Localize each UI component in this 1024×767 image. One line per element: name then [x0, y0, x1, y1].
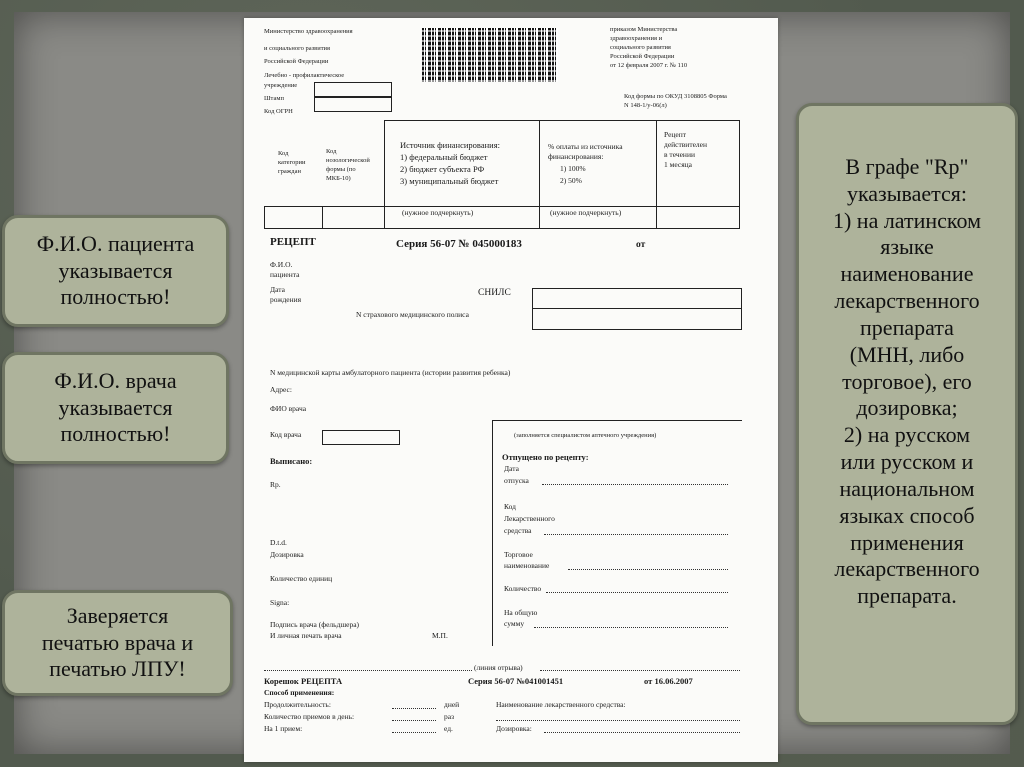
recipe-date-label: от — [636, 240, 646, 250]
policy-box — [532, 308, 742, 330]
medical-card-label: N медицинской карты амбулаторного пациента (истории развития ребенка) — [270, 368, 511, 377]
pharmacy-border — [492, 420, 493, 646]
rp-label: Rp. — [270, 480, 281, 489]
per-dose-line — [392, 732, 436, 733]
callout-line: или русском и — [840, 449, 974, 475]
duration-line — [392, 708, 436, 709]
callout-line: Заверяется — [66, 602, 169, 628]
release-date-line — [542, 484, 728, 485]
trade-name-line — [568, 569, 728, 570]
release-date-label: отпуска — [504, 476, 529, 485]
drug-code-label: Лекарственного — [504, 514, 555, 523]
prescribed-label: Выписано: — [270, 456, 313, 466]
table-line — [322, 206, 323, 228]
callout-line: Ф.И.О. врача — [54, 367, 177, 393]
callout-line: указывается — [58, 394, 173, 420]
tear-line — [540, 670, 740, 671]
total-label: На общую — [504, 608, 538, 617]
ministry-line: Министерство здравоохранения — [264, 28, 353, 35]
okud-line: Код формы по ОКУД 3108805 Форма — [624, 93, 727, 100]
category-code-label: Код — [278, 150, 289, 157]
doctor-code-box — [322, 430, 400, 445]
usage-label: Способ применения: — [264, 688, 335, 697]
stamp-label: Штамп — [264, 95, 284, 102]
order-line: Российской Федерации — [610, 53, 675, 60]
validity-line: 1 месяца — [664, 160, 693, 169]
callout-doctor-fio — [2, 352, 229, 464]
financing-source-line: 3) муниципальный бюджет — [400, 176, 499, 186]
signa-label: Signa: — [270, 598, 290, 607]
ogrn-label: Код ОГРН — [264, 108, 293, 115]
drug-code-label: средства — [504, 526, 532, 535]
callout-rp-instructions — [796, 103, 1018, 725]
underline-note: (нужное подчеркнуть) — [402, 208, 474, 217]
financing-source-line: Источник финансирования: — [400, 140, 500, 150]
callout-line: национальном — [839, 475, 975, 501]
drug-code-label: Код — [504, 502, 516, 511]
order-line: приказом Министерства — [610, 26, 678, 33]
table-line — [264, 206, 740, 207]
validity-line: Рецепт — [664, 130, 687, 139]
underline-note: (нужное подчеркнуть) — [550, 208, 622, 217]
recipe-title: РЕЦЕПТ — [270, 236, 316, 248]
okud-line: N 148-1/у-06(л) — [624, 102, 667, 109]
days-label: дней — [444, 700, 460, 709]
ministry-line: и социального развития — [264, 45, 331, 52]
validity-line: в течении — [664, 150, 695, 159]
recipe-series: Серия 56-07 № 045000183 — [396, 238, 522, 250]
barcode-image — [422, 28, 558, 82]
nosology-label: нозологической — [326, 157, 370, 164]
stub-title: Корешок РЕЦЕПТА — [264, 676, 343, 686]
callout-line: языке — [880, 234, 934, 260]
callout-line: препарата. — [857, 583, 957, 609]
callout-line: лекарственного — [834, 288, 980, 314]
callout-line: полностью! — [60, 284, 171, 310]
table-line — [739, 120, 740, 228]
callout-line: Ф.И.О. пациента — [36, 230, 195, 256]
doses-line — [392, 720, 436, 721]
personal-stamp-label: И личная печать врача — [270, 631, 342, 640]
doctor-fio-label: ФИО врача — [270, 404, 307, 413]
callout-line: указывается: — [846, 180, 968, 206]
pharmacy-border — [492, 420, 742, 421]
total-label: сумму — [504, 619, 525, 628]
stub-date: от 16.06.2007 — [644, 676, 693, 686]
category-code-label: категории — [278, 159, 306, 166]
unit-label: ед. — [444, 724, 453, 733]
table-line — [384, 120, 740, 121]
nosology-label: Код — [326, 148, 337, 155]
callout-patient-fio — [2, 215, 229, 327]
nosology-label: формы (по — [326, 166, 356, 173]
callout-line: печатью ЛПУ! — [49, 656, 186, 682]
payment-percent-line: финансирования: — [548, 152, 604, 161]
table-line — [384, 120, 385, 228]
quantity-line — [546, 592, 728, 593]
ministry-line: Лечебно - профилактическое — [264, 72, 345, 79]
dispensed-label: Отпущено по рецепту: — [502, 452, 589, 462]
policy-label: N страхового медицинского полиса — [356, 310, 469, 319]
address-label: Адрес: — [270, 385, 292, 394]
birth-date-label: Дата — [270, 285, 285, 294]
callout-line: препарата — [860, 314, 954, 340]
order-line: социального развития — [610, 44, 671, 51]
dtd-label: D.t.d. — [270, 538, 287, 547]
payment-percent-line: % оплаты из источника — [548, 142, 623, 151]
patient-fio-label: пациента — [270, 270, 300, 279]
ministry-line: учреждение — [264, 82, 298, 89]
quantity-label: Количество — [504, 584, 542, 593]
validity-line: действителен — [664, 140, 708, 149]
callout-line: (МНН, либо — [849, 341, 965, 367]
order-line: здравоохранения и — [610, 35, 663, 42]
birth-date-label: рождения — [270, 295, 302, 304]
table-line — [656, 120, 657, 228]
units-label: Количество единиц — [270, 574, 333, 583]
per-dose-label: На 1 прием: — [264, 724, 303, 733]
prescription-form — [244, 18, 778, 762]
trade-name-label: наименование — [504, 561, 550, 570]
drug-name-label: Наименование лекарственного средства: — [496, 700, 626, 709]
callout-line: В графе "Rp" — [845, 154, 969, 179]
release-date-label: Дата — [504, 464, 519, 473]
callout-line: 2) на русском — [843, 422, 971, 448]
doses-label: Количество приемов в день: — [264, 712, 355, 721]
financing-source-line: 2) бюджет субъекта РФ — [400, 164, 485, 174]
trade-name-label: Торговое — [504, 550, 533, 559]
financing-source-line: 1) федеральный бюджет — [400, 152, 488, 162]
callout-line: полностью! — [60, 421, 171, 447]
category-code-label: граждан — [278, 168, 301, 175]
stub-dosage-line — [544, 732, 740, 733]
table-line — [539, 120, 540, 228]
patient-fio-label: Ф.И.О. — [270, 260, 293, 269]
signature-label: Подпись врача (фельдшера) — [270, 620, 360, 629]
stub-series: Серия 56-07 №041001451 — [468, 676, 564, 686]
drug-code-line — [544, 534, 728, 535]
callout-line: языках способ — [839, 502, 975, 528]
callout-stamp — [2, 590, 233, 696]
stub-dosage-label: Дозировка: — [496, 724, 532, 733]
times-label: раз — [444, 712, 455, 721]
table-line — [264, 228, 740, 229]
callout-line: лекарственного — [834, 556, 980, 582]
mp-label: М.П. — [432, 631, 448, 640]
duration-label: Продолжительность: — [264, 700, 331, 709]
nosology-label: МКБ-10) — [326, 175, 351, 182]
callout-line: применения — [850, 529, 964, 555]
callout-line: указывается — [58, 257, 173, 283]
snils-label: СНИЛС — [478, 288, 511, 298]
stamp-box — [314, 97, 392, 112]
tear-line — [264, 670, 472, 671]
tear-line-label: (линия отрыва) — [474, 663, 523, 672]
callout-line: торговое), его — [842, 368, 972, 394]
dosage-label: Дозировка — [270, 550, 304, 559]
callout-line: 1) на латинском — [832, 207, 982, 233]
payment-percent-line: 1) 100% — [560, 164, 586, 173]
snils-box — [532, 288, 742, 309]
doctor-code-label: Код врача — [270, 430, 302, 439]
drug-name-line — [496, 720, 740, 721]
callout-line: дозировка; — [856, 395, 958, 421]
order-line: от 12 февраля 2007 г. № 110 — [610, 62, 688, 69]
table-line — [264, 206, 265, 228]
callout-line: наименование — [840, 261, 974, 287]
total-line — [534, 627, 728, 628]
institution-box — [314, 82, 392, 97]
callout-line: печатью врача и — [41, 629, 194, 655]
payment-percent-line: 2) 50% — [560, 176, 582, 185]
pharmacy-note: (заполняется специалистом аптечного учреждения) — [514, 432, 657, 439]
ministry-line: Российской Федерации — [264, 58, 329, 65]
